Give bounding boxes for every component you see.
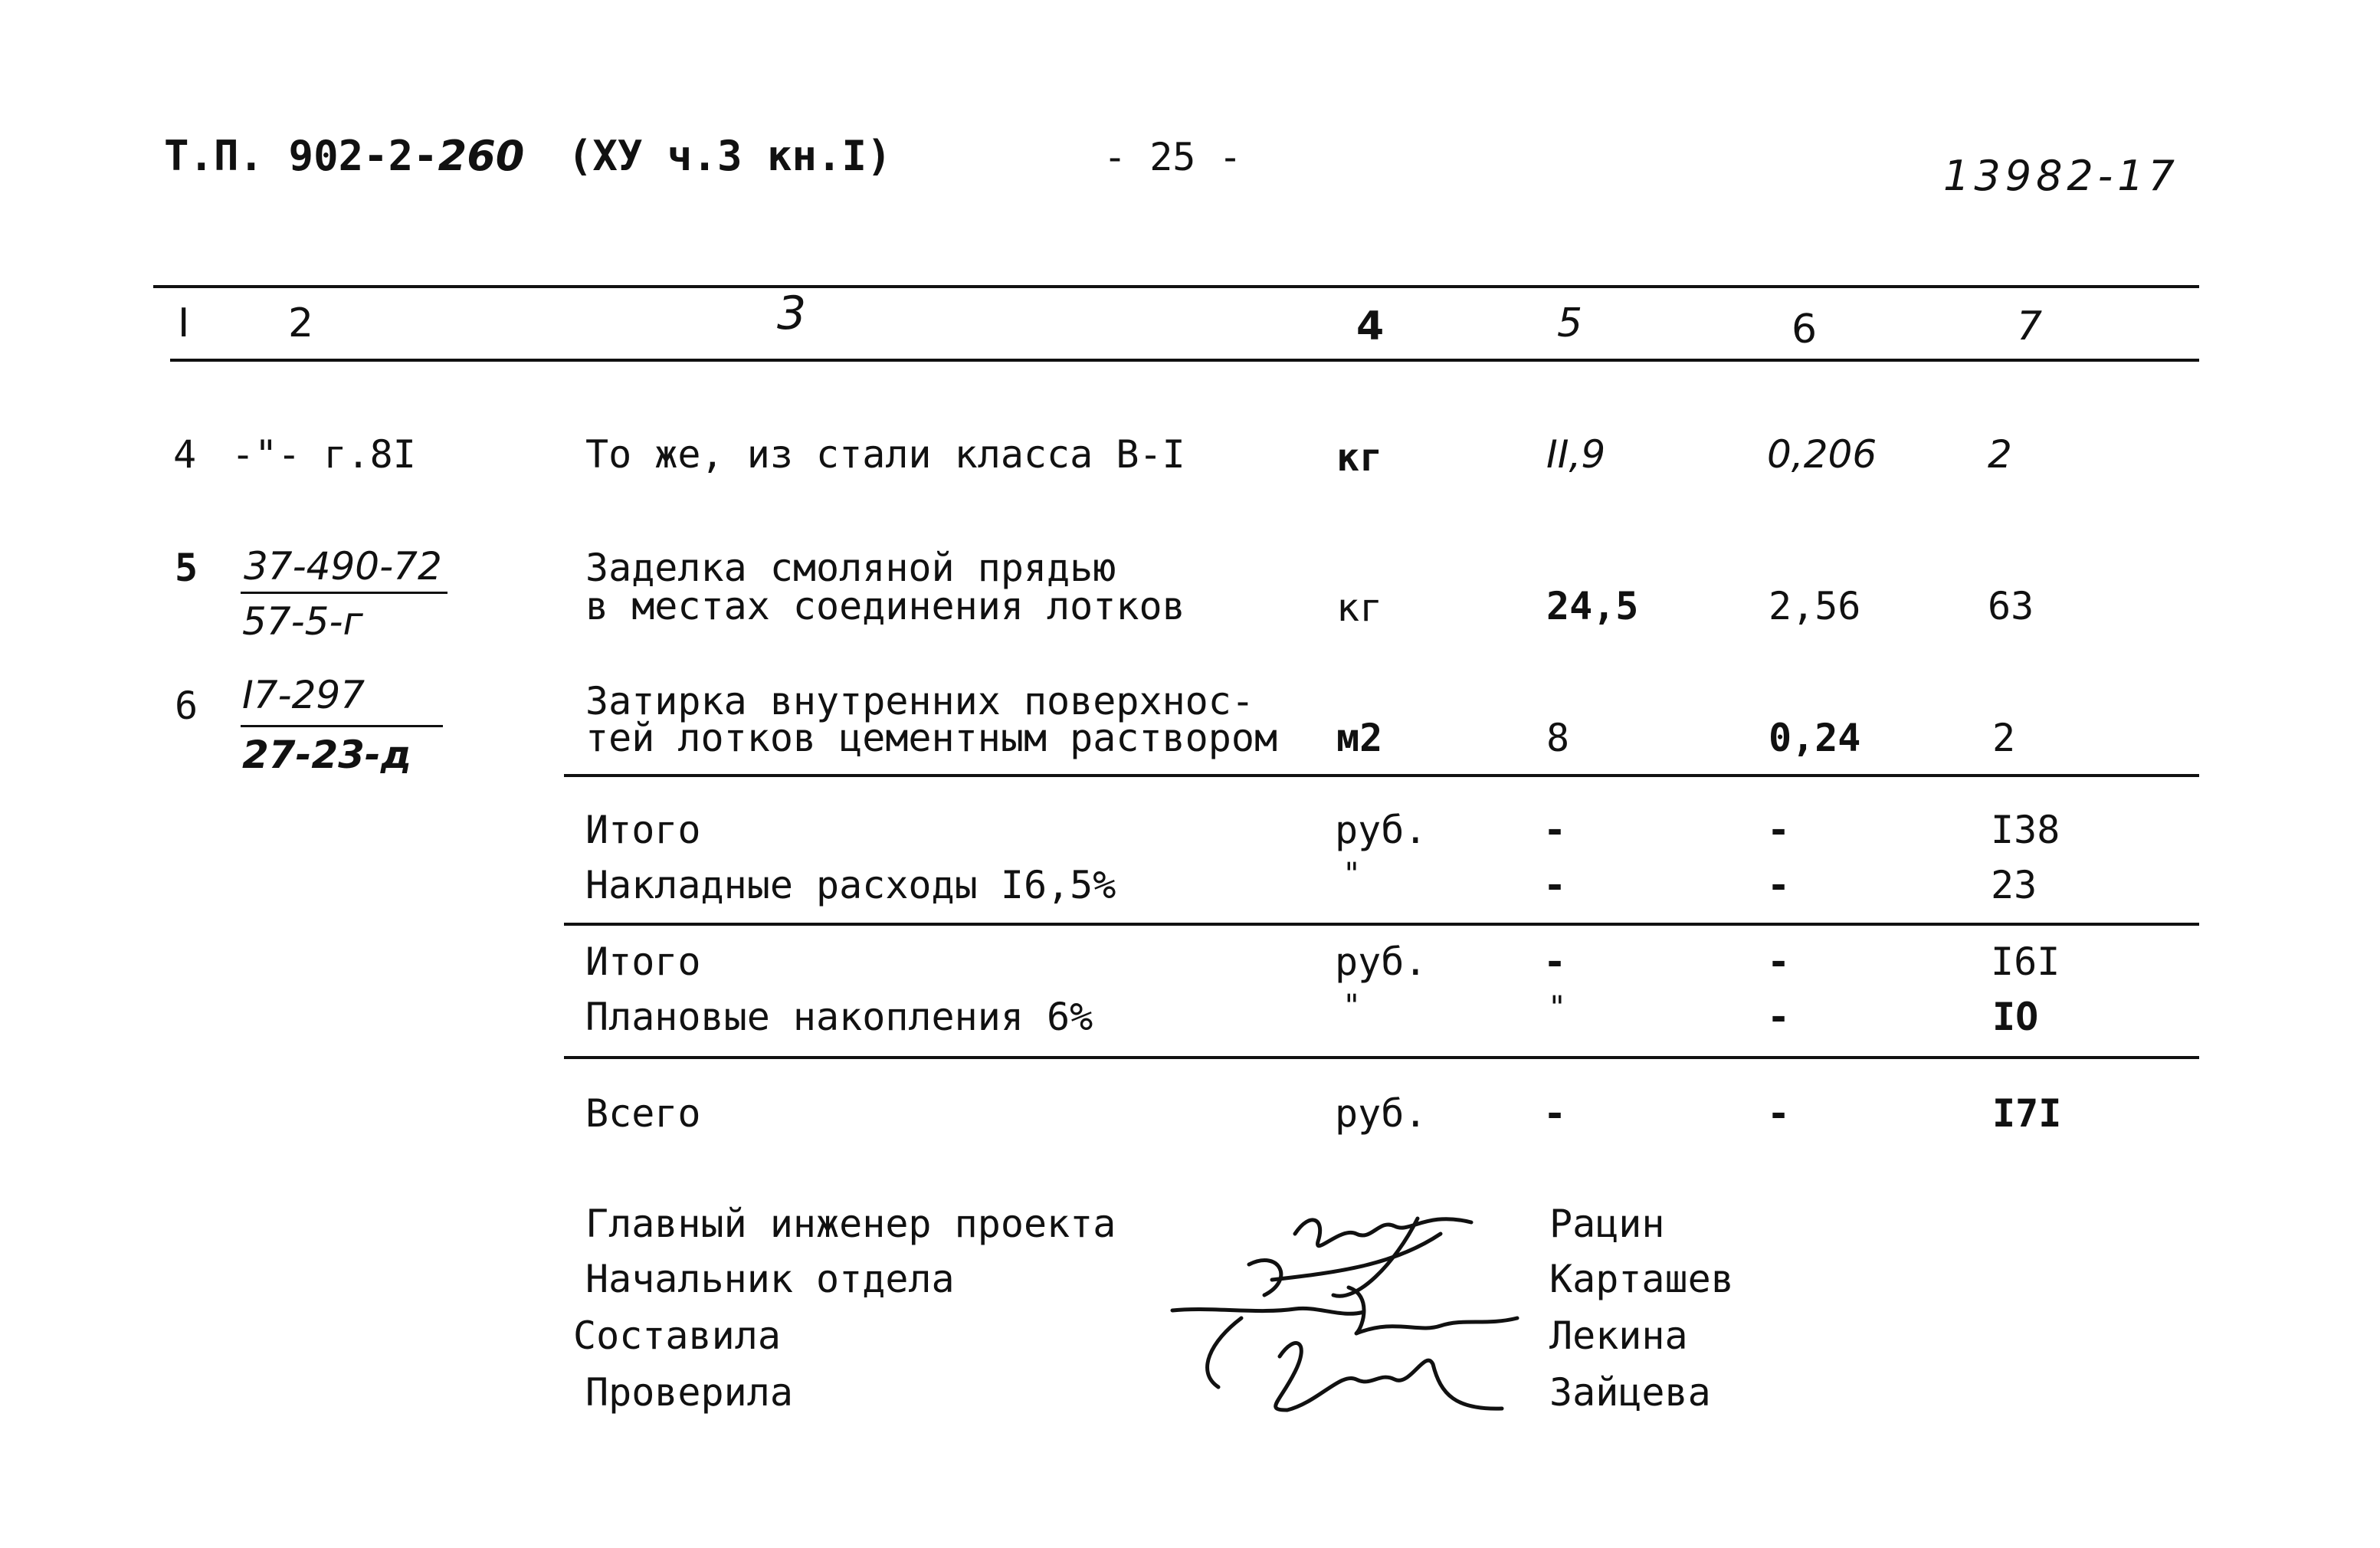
archive-number: 13982-17 [1943, 152, 2179, 200]
row-total: 2 [1988, 432, 2012, 477]
summary-unit: руб. [1335, 940, 1428, 984]
summary-total: I38 [1991, 808, 2060, 852]
row-code-top: 37-490-72 [244, 544, 442, 589]
row-total: 2 [1992, 716, 2016, 760]
row-price: 0,206 [1767, 432, 1877, 477]
summary-label: Накладные расходы I6,5% [585, 863, 1116, 907]
signature-scribble-2 [1249, 1234, 1441, 1295]
row-code-top: I7-297 [242, 673, 366, 717]
row-qty: 8 [1546, 716, 1570, 760]
signature-scribble-1 [1295, 1218, 1471, 1296]
col-header-4: 4 [1356, 303, 1385, 349]
row-price: 2,56 [1769, 584, 1861, 628]
row-price: 0,24 [1769, 716, 1861, 760]
code-fraction-line [241, 725, 443, 727]
signature-name: Лекина [1549, 1314, 1688, 1358]
signature-name: Карташев [1549, 1257, 1734, 1301]
doc-code-prefix: Т.П. 902-2- [164, 132, 438, 180]
summary-price: - [1767, 808, 1791, 852]
summary-price: - [1767, 995, 1791, 1039]
row-unit: кг [1336, 585, 1383, 630]
row-description-line-1: Заделка смоляной прядью [585, 546, 1116, 590]
summary-qty: - [1543, 863, 1567, 907]
signature-scribble-4 [1208, 1318, 1241, 1387]
row-total: 63 [1988, 584, 2034, 628]
code-fraction-line [241, 592, 447, 594]
summary-price: - [1767, 1091, 1791, 1136]
summary-total: I7I [1992, 1091, 2062, 1136]
summary-qty: - [1543, 808, 1567, 852]
signature-role: Проверила [585, 1370, 793, 1415]
summary-label: Плановые накопления 6% [585, 995, 1093, 1039]
signature-scribble-5 [1276, 1343, 1502, 1410]
col-header-2: 2 [288, 300, 314, 346]
row-description-line-2: тей лотков цементным раствором [585, 716, 1278, 760]
summary-qty: " [1548, 990, 1567, 1025]
summary-unit: " [1342, 989, 1362, 1024]
summary-unit: руб. [1335, 1091, 1428, 1136]
summary-total: IO [1992, 995, 2039, 1039]
row-description-line-2: в местах соединения лотков [585, 584, 1185, 628]
row-qty: 24,5 [1546, 584, 1639, 628]
summary-total: I6I [1991, 940, 2060, 984]
table-header-rule [170, 359, 2199, 362]
summary-unit: руб. [1335, 808, 1428, 852]
doc-code [164, 132, 892, 180]
signature-role: Составила [573, 1314, 781, 1358]
row-code: -"- г.8I [231, 432, 416, 477]
row-number: 5 [175, 546, 198, 590]
row-unit: м2 [1336, 716, 1383, 760]
summary-price: - [1767, 863, 1791, 907]
col-header-7: 7 [2017, 303, 2043, 349]
row-code-bottom: 57-5-г [242, 599, 363, 644]
summary-rule-3 [564, 1056, 2199, 1059]
col-header-5: 5 [1557, 300, 1583, 346]
row-description-line-1: Затирка внутренних поверхнос- [585, 679, 1254, 723]
page-number: - 25 - [1103, 135, 1242, 179]
summary-qty: - [1543, 1091, 1567, 1136]
signature-name: Рацин [1549, 1202, 1665, 1246]
doc-code-handwritten: 260 [438, 132, 525, 180]
summary-label: Итого [585, 940, 701, 984]
row-qty: II,9 [1546, 432, 1606, 477]
row-number: 4 [173, 432, 197, 477]
signature-role: Главный инженер проекта [585, 1202, 1116, 1246]
col-header-6: 6 [1792, 307, 1818, 353]
summary-total: 23 [1991, 863, 2037, 907]
summary-price: - [1767, 940, 1791, 984]
handwritten-signatures [1165, 1180, 1563, 1425]
table-top-rule [153, 285, 2199, 288]
row-code-bottom: 27-23-д [242, 733, 412, 777]
row-number: 6 [175, 684, 198, 728]
doc-code-suffix: (ХУ ч.3 кн.I) [567, 132, 892, 180]
row-unit: кг [1336, 435, 1383, 480]
col-header-3: 3 [777, 287, 807, 340]
col-header-1: I [178, 300, 190, 346]
summary-rule-2 [564, 923, 2199, 926]
signature-role: Начальник отдела [585, 1257, 955, 1301]
summary-qty: - [1543, 940, 1567, 984]
summary-label: Всего [585, 1091, 701, 1136]
row-description: То же, из стали класса В-I [585, 432, 1185, 477]
signature-name: Зайцева [1549, 1370, 1711, 1415]
summary-rule-1 [564, 774, 2199, 777]
summary-unit: " [1342, 857, 1362, 892]
summary-label: Итого [585, 808, 701, 852]
